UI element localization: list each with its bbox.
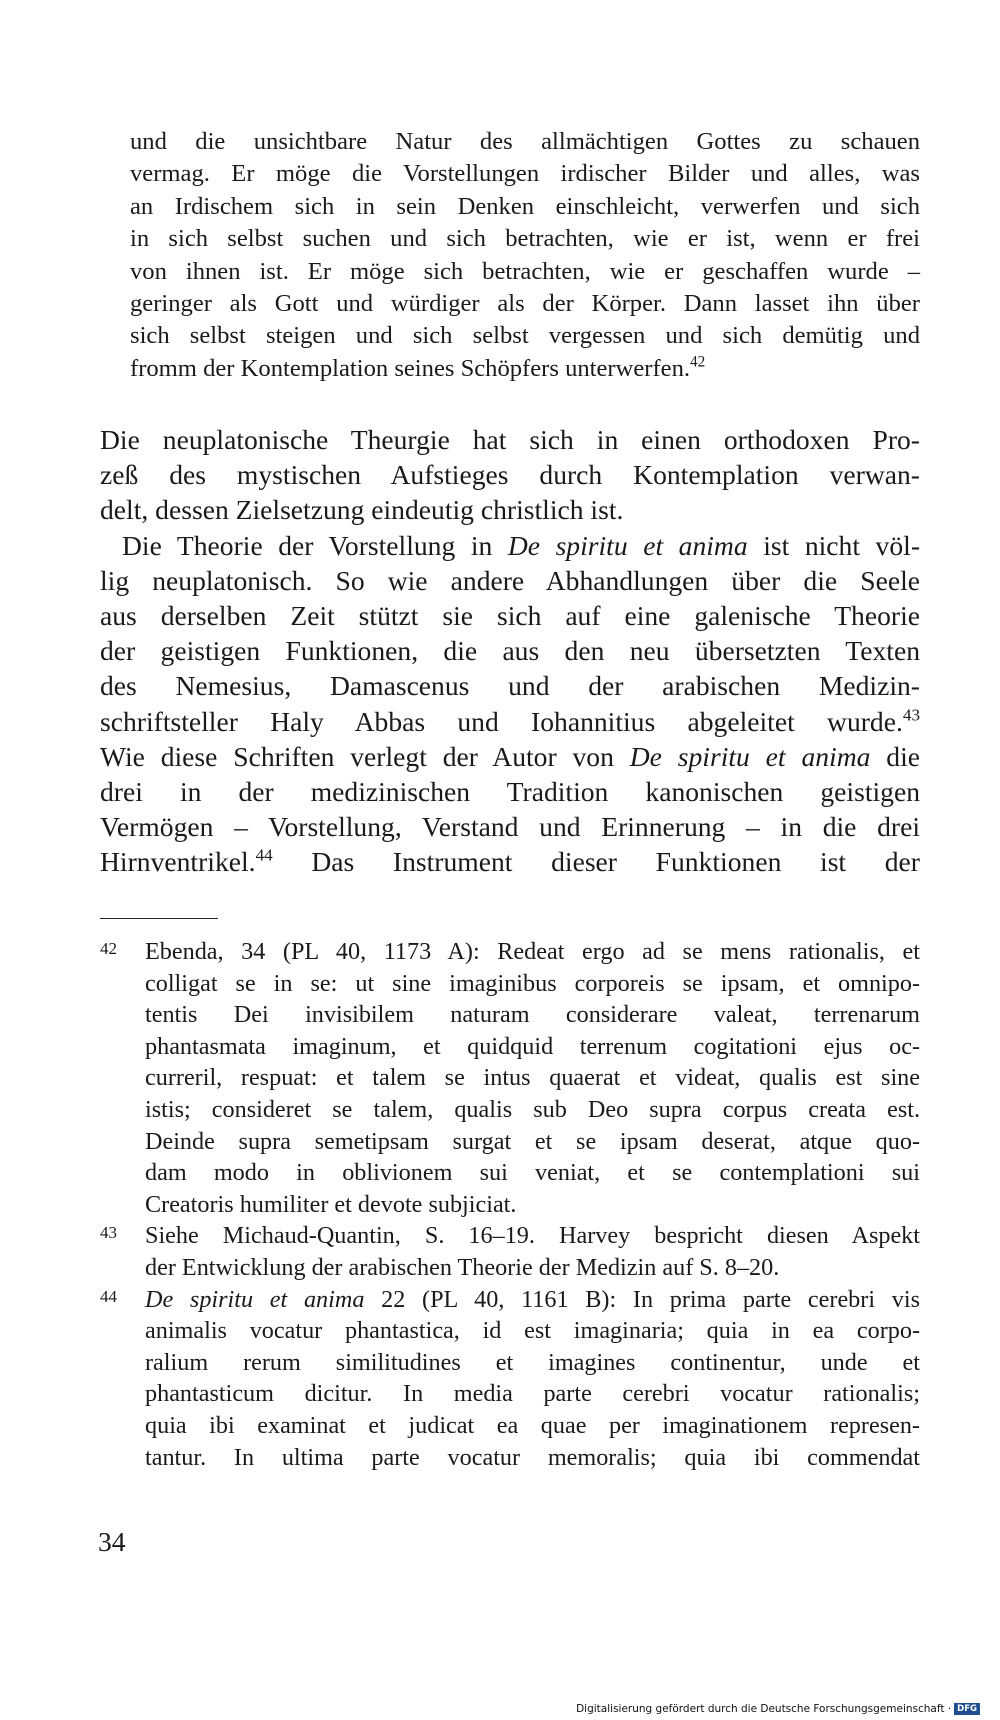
text-line: der geistigen Funktionen, die aus den neu übersetzten Texten bbox=[100, 635, 920, 667]
quote-line: an Irdischem sich in sein Denken einschleicht, verwerfen und sich bbox=[130, 192, 920, 220]
quote-line: vermag. Er möge die Vorstellungen irdischer Bilder und alles, was bbox=[130, 160, 920, 188]
work-title: De spiritu et anima bbox=[507, 529, 748, 561]
footnote-separator bbox=[100, 918, 218, 919]
credit-text: Digitalisierung gefördert durch die Deutsche Forschungsgemeinschaft · bbox=[576, 1703, 952, 1715]
text-line: Die neuplatonische Theurgie hat sich in einen orthodoxen Pro- bbox=[100, 424, 920, 455]
footnote-line: Ebenda, 34 (PL 40, 1173 A): Redeat ergo ad se mens rationalis, et bbox=[145, 938, 920, 965]
footnote-44 bbox=[100, 1284, 920, 1474]
footnote-ref-43[interactable]: 43 bbox=[902, 705, 920, 725]
footnote-line: quia ibi examinat et judicat ea quae per imaginationem represen- bbox=[145, 1411, 920, 1439]
footnote-line: istis; consideret se talem, qualis sub Deo supra corpus creata est. bbox=[145, 1095, 920, 1123]
text-line: des Nemesius, Damascenus und der arabischen Medizin- bbox=[100, 670, 920, 702]
paragraph-theorie bbox=[100, 528, 920, 880]
footnote-line: der Entwicklung der arabischen Theorie der Medizin auf S. 8–20. bbox=[145, 1253, 780, 1281]
digitization-credit bbox=[576, 1703, 980, 1715]
footnote-line: tantur. In ultima parte vocatur memoralis; quia ibi commendat bbox=[145, 1443, 920, 1471]
footnote-number: 43 bbox=[100, 1223, 117, 1243]
footnote-42 bbox=[100, 936, 920, 1220]
text-line: schriftsteller Haly Abbas und Iohannitius abgeleitet wurde.$^{43}$ bbox=[100, 705, 920, 737]
quote-line: geringer als Gott und würdiger als der Körper. Dann lasset ihn über bbox=[130, 290, 920, 318]
footnote-line: Siehe Michaud-Quantin, S. 16–19. Harvey bespricht diesen Aspekt bbox=[145, 1222, 920, 1250]
text-line: aus derselben Zeit stützt sie sich auf eine galenische Theorie bbox=[100, 600, 920, 632]
footnote-line: curreril, respuat: et talem se intus quaerat et videat, qualis est sine bbox=[145, 1064, 920, 1092]
dfg-logo-icon: DFG bbox=[954, 1703, 980, 1715]
work-title: De spiritu et anima bbox=[629, 740, 871, 772]
text-line: Die Theorie der Vorstellung in De spiritu et anima ist nicht völ- bbox=[122, 529, 921, 561]
text-line: drei in der medizinischen Tradition kanonischen geistigen bbox=[100, 776, 920, 808]
text-line: lig neuplatonisch. So wie andere Abhandlungen über die Seele bbox=[100, 564, 920, 596]
footnote-number: 42 bbox=[100, 939, 117, 958]
quote-line: und die unsichtbare Natur des allmächtigen Gottes zu schauen bbox=[130, 128, 920, 155]
footnote-ref-42[interactable]: 42 bbox=[690, 353, 706, 371]
quote-line: in sich selbst suchen und sich betrachten, wie er ist, wenn er frei bbox=[130, 225, 920, 253]
footnote-line: colligat se in se: ut sine imaginibus corporeis se ipsam, et omnipo- bbox=[145, 969, 920, 997]
footnote-line: phantasmata imaginum, et quidquid terrenum cogitationi ejus oc- bbox=[145, 1032, 920, 1060]
text-line: zeß des mystischen Aufstieges durch Kontemplation verwan- bbox=[100, 459, 920, 491]
footnote-43 bbox=[100, 1220, 920, 1283]
page-number: 34 bbox=[98, 1526, 126, 1557]
text-line: Vermögen – Vorstellung, Verstand und Erinnerung – in die drei bbox=[100, 811, 920, 843]
footnote-number: 44 bbox=[100, 1286, 117, 1306]
footnote-line: ralium rerum similitudines et imagines continentur, unde et bbox=[145, 1348, 920, 1376]
work-title: De spiritu et anima bbox=[145, 1285, 365, 1313]
block-quote bbox=[130, 126, 920, 385]
footnotes bbox=[100, 936, 920, 1473]
quote-line-last: fromm der Kontemplation seines Schöpfers unterwerfen.$^{42}$ bbox=[130, 353, 706, 382]
quote-line: sich selbst steigen und sich selbst vergessen und sich demütig und bbox=[130, 322, 920, 350]
text-line: delt, dessen Zielsetzung eindeutig christlich ist. bbox=[100, 494, 624, 526]
main-text bbox=[100, 422, 920, 880]
footnote-line: Creatoris humiliter et devote subjiciat. bbox=[145, 1190, 517, 1218]
footnote-ref-44[interactable]: 44 bbox=[255, 845, 273, 865]
footnote-line: De spiritu et anima 22 (PL 40, 1161 B): In prima parte cerebri vis bbox=[145, 1285, 920, 1313]
footnote-line: Deinde supra semetipsam surgat et se ipsam deserat, atque quo- bbox=[145, 1127, 920, 1155]
footnote-line: phantasticum dicitur. In media parte cerebri vocatur rationalis; bbox=[145, 1380, 920, 1408]
text-line: Hirnventrikel.$^{44}$ Das Instrument dieser Funktionen ist der bbox=[100, 845, 920, 878]
footnote-line: dam modo in oblivionem sui veniat, et se contemplationi sui bbox=[145, 1159, 920, 1187]
footnote-line: animalis vocatur phantastica, id est imaginaria; quia in ea corpo- bbox=[145, 1317, 920, 1345]
text-line: Wie diese Schriften verlegt der Autor von De spiritu et anima die bbox=[100, 740, 920, 772]
quote-line: von ihnen ist. Er möge sich betrachten, wie er geschaffen wurde – bbox=[130, 257, 920, 285]
footnote-line: tentis Dei invisibilem naturam considerare valeat, terrenarum bbox=[145, 1001, 920, 1029]
paragraph-theurgie bbox=[100, 422, 920, 528]
